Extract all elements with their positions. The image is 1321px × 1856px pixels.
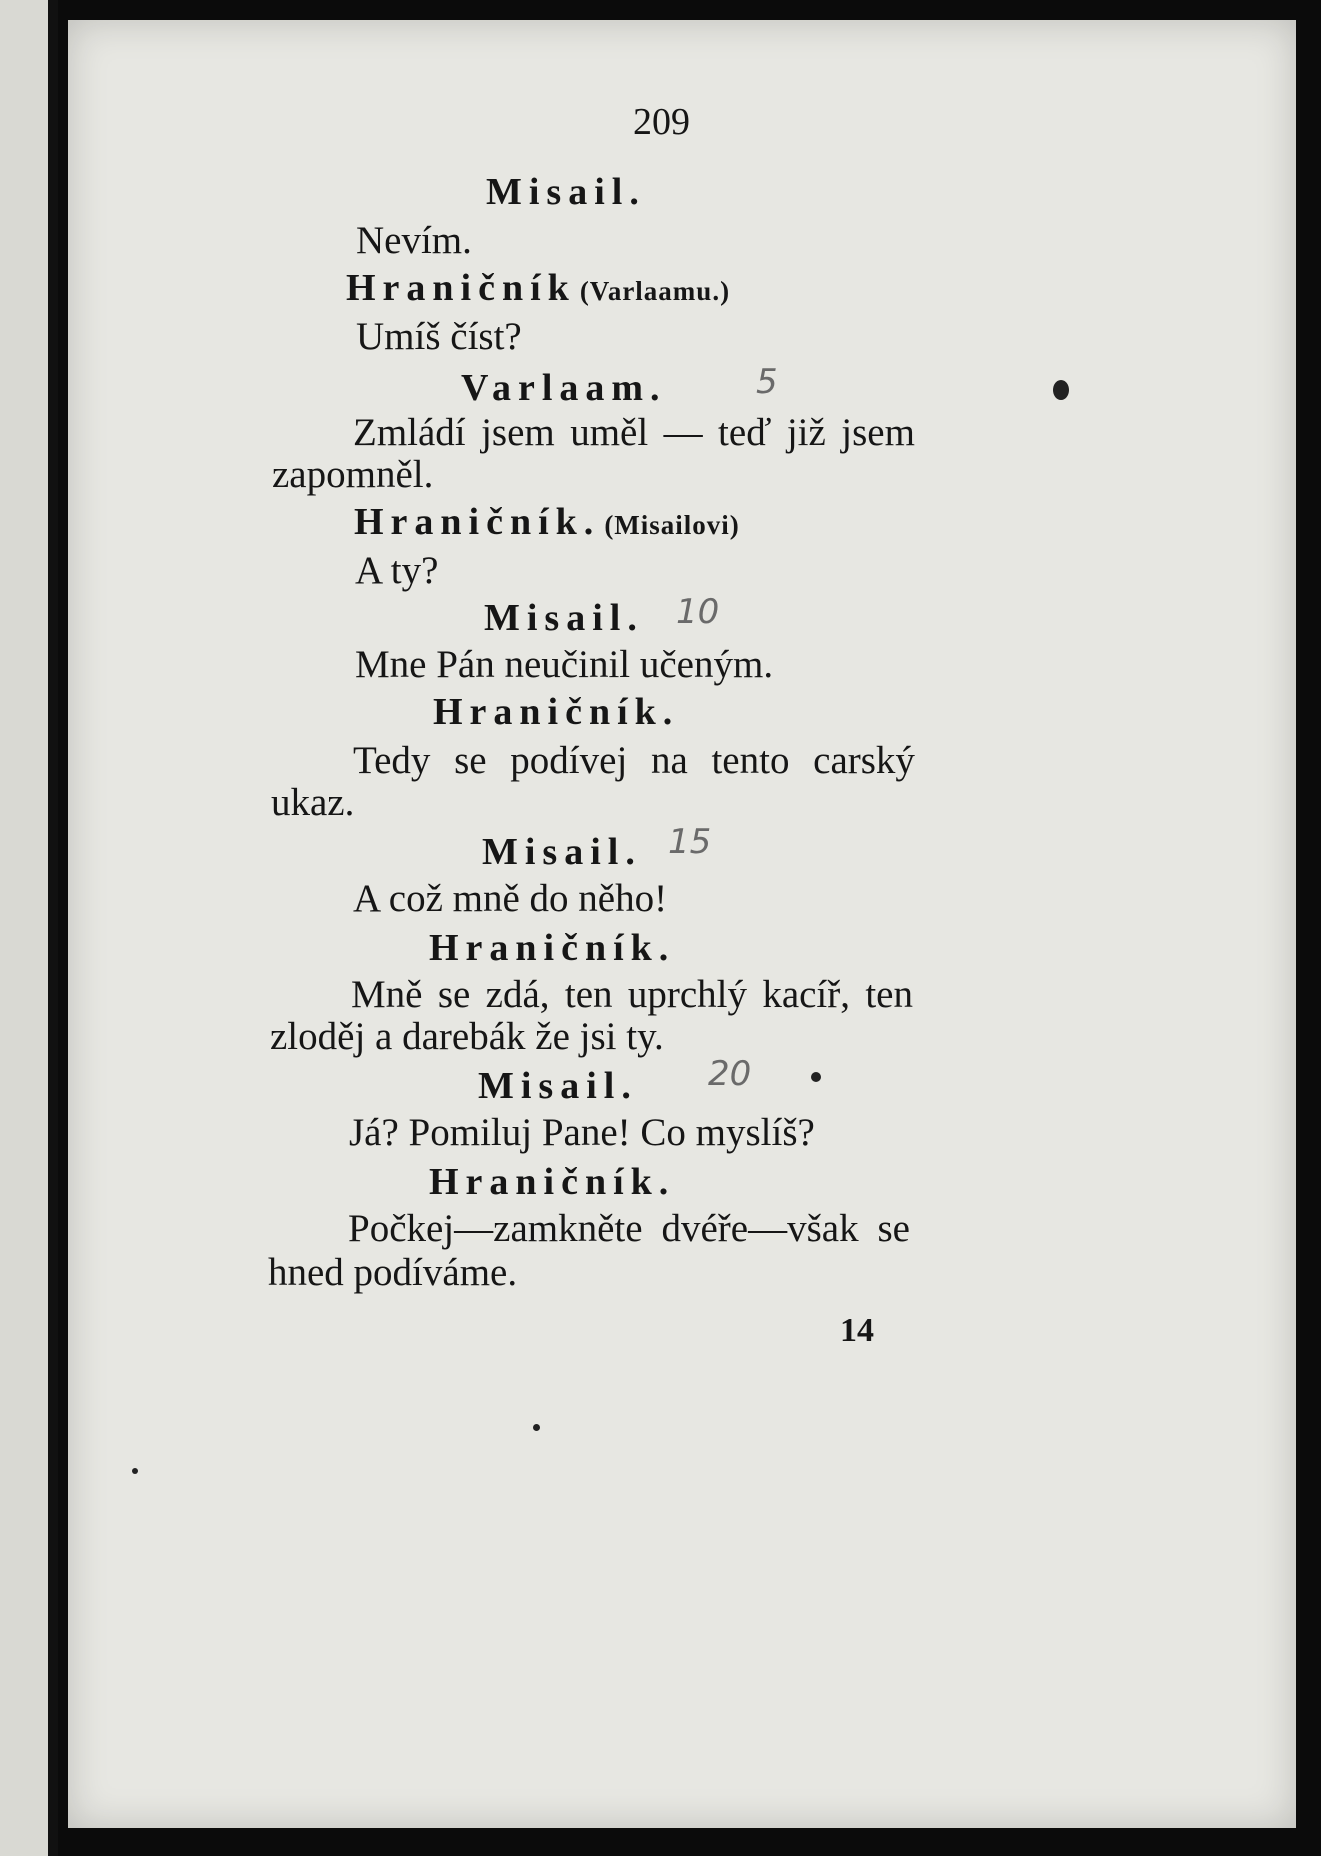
dialogue-line: Nevím. [356, 219, 472, 262]
dialogue-line: A což mně do něho! [353, 877, 668, 920]
speaker-hranicnik: Hraničník. [433, 691, 680, 733]
facing-page-edge [0, 0, 58, 1856]
dialogue-line: Počkej—zamkněte dvéře—však se [348, 1207, 910, 1250]
stage-direction: (Varlaamu.) [579, 276, 731, 306]
dialogue-line: Umíš číst? [356, 315, 522, 358]
dialogue-line: Mne Pán neučinil učeným. [355, 643, 774, 686]
margin-note: 20 [708, 1054, 752, 1094]
speaker-varlaam: Varlaam. [461, 367, 667, 409]
dialogue-line-continuation: ukaz. [271, 781, 355, 824]
speaker-misail: Misail. [482, 831, 642, 873]
speaker-misail: Misail. [484, 597, 644, 639]
speaker-hranicnik-line [354, 500, 740, 544]
speaker-hranicnik: Hraničník. [354, 501, 601, 543]
dialogue-line-continuation: zapomněl. [272, 453, 434, 496]
speaker-hranicnik: Hraničník [346, 267, 576, 309]
margin-note: 5 [756, 362, 778, 402]
speaker-misail: Misail. [478, 1065, 638, 1107]
dialogue-line: Zmládí jsem uměl — teď již jsem [353, 411, 915, 454]
dialogue-line: Mně se zdá, ten uprchlý kacíř, ten [351, 973, 913, 1016]
speaker-misail: Misail. [486, 171, 646, 213]
ink-speck [811, 1072, 821, 1082]
dialogue-line: Tedy se podívej na tento carský [353, 739, 915, 782]
ink-speck [533, 1424, 540, 1431]
margin-note: 15 [668, 822, 712, 862]
speaker-hranicnik: Hraničník. [429, 927, 676, 969]
speaker-hranicnik-line [346, 266, 730, 310]
page-number: 209 [633, 101, 690, 143]
speaker-hranicnik: Hraničník. [429, 1161, 676, 1203]
dialogue-line-continuation: zloděj a darebák že jsi ty. [270, 1015, 664, 1058]
dialogue-line: A ty? [355, 549, 439, 592]
dialogue-line-continuation: hned podíváme. [268, 1251, 518, 1294]
signature-mark: 14 [840, 1312, 874, 1349]
book-page [68, 20, 1296, 1828]
stage-direction: (Misailovi) [604, 510, 740, 540]
dialogue-line: Já? Pomiluj Pane! Co myslíš? [349, 1111, 815, 1154]
ink-speck [1053, 380, 1069, 400]
ink-speck [132, 1468, 138, 1474]
margin-note: 10 [676, 592, 720, 632]
